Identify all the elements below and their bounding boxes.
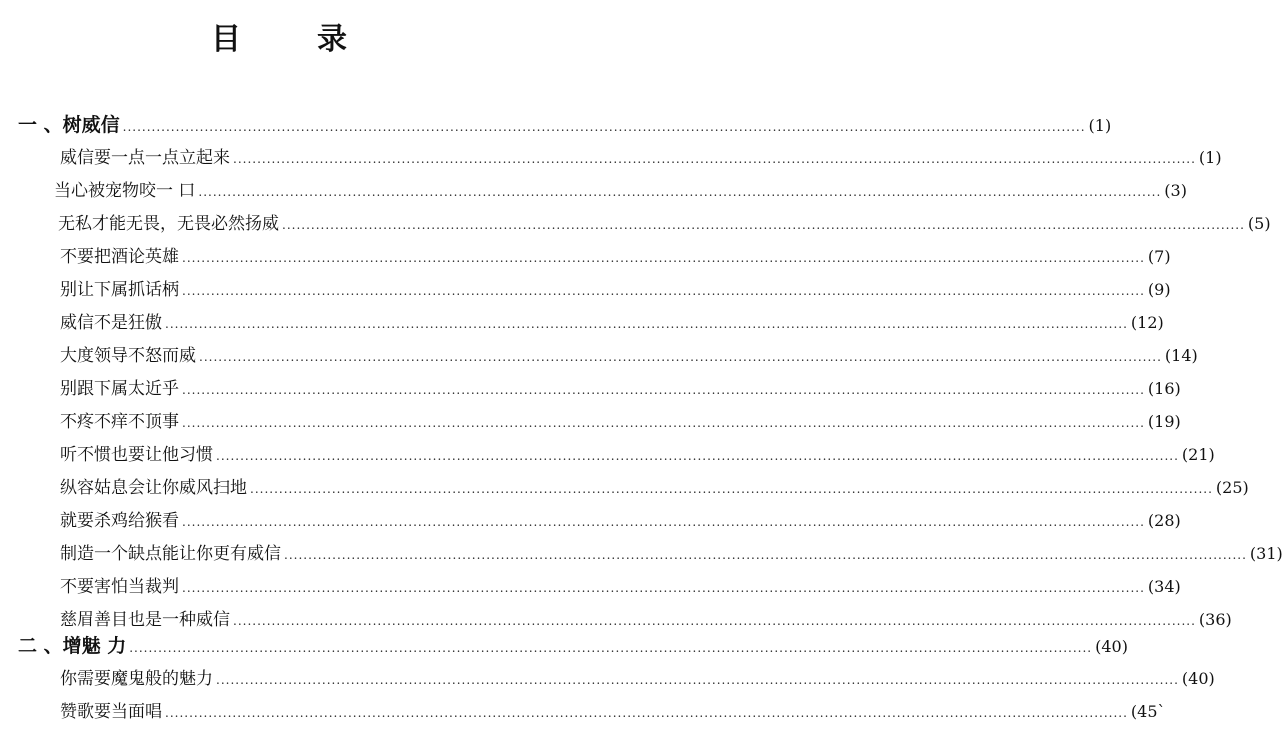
toc-entry[interactable] <box>60 275 1171 305</box>
toc-page-number: (40) <box>1095 637 1128 656</box>
toc-entry-title: 大度领导不怒而威 <box>60 346 196 366</box>
toc-page-number: (31) <box>1249 544 1283 563</box>
leader-dots: ........................................................................................................................................................................................................ <box>182 284 1145 298</box>
toc-page-number: (7) <box>1147 247 1171 266</box>
toc-entry-title: 慈眉善目也是一种威信 <box>60 610 230 630</box>
toc-entry-title: 别跟下属太近乎 <box>60 379 179 399</box>
page-title <box>0 14 560 58</box>
toc-page-number: (36) <box>1198 610 1232 629</box>
leader-dots: ........................................................................................................................................................................................................ <box>216 449 1179 463</box>
toc-entry-title: 威信不是狂傲 <box>60 313 162 333</box>
toc-page-number: (12) <box>1130 313 1164 332</box>
toc-entry-title: 无私才能无畏，无畏必然扬威 <box>58 214 279 234</box>
toc-entry[interactable] <box>60 308 1164 338</box>
toc-page-number: (9) <box>1147 280 1171 299</box>
leader-dots: ........................................................................................................................................................................................................ <box>182 383 1145 397</box>
toc-entry[interactable] <box>60 440 1215 470</box>
toc-entry-title: 不疼不痒不顶事 <box>60 412 179 432</box>
toc-entry[interactable] <box>60 407 1181 437</box>
toc-chapter[interactable] <box>18 110 1112 140</box>
toc-page-number: (19) <box>1147 412 1181 431</box>
toc-page-number: (1) <box>1088 116 1112 135</box>
toc-page-number: (3) <box>1164 181 1187 200</box>
title-char-right: 录 <box>317 22 349 57</box>
leader-dots: ........................................................................................................................................................................................................ <box>182 251 1145 265</box>
leader-dots: ........................................................................................................................................................................................................ <box>216 673 1179 687</box>
leader-dots: ........................................................................................................................................................................................................ <box>182 581 1145 595</box>
leader-dots: ........................................................................................................................................................................................................ <box>165 317 1128 331</box>
toc-entry-title: 二 、增魅 力 <box>18 635 127 657</box>
toc-page-number: (5) <box>1247 214 1271 233</box>
leader-dots: ........................................................................................................................................................................................................ <box>284 548 1247 562</box>
leader-dots: ........................................................................................................................................................................................................ <box>233 614 1196 628</box>
toc-page-number: (45` <box>1130 702 1166 721</box>
toc-entry-title: 不要害怕当裁判 <box>60 577 179 597</box>
leader-dots: ........................................................................................................................................................................................................ <box>198 185 1162 199</box>
toc-page-number: (16) <box>1147 379 1181 398</box>
leader-dots: ........................................................................................................................................................................................................ <box>129 641 1093 655</box>
toc-page-number: (34) <box>1147 577 1181 596</box>
leader-dots: ........................................................................................................................................................................................................ <box>182 416 1145 430</box>
toc-page-number: (25) <box>1215 478 1249 497</box>
leader-dots: ........................................................................................................................................................................................................ <box>282 218 1245 232</box>
leader-dots: ........................................................................................................................................................................................................ <box>199 350 1162 364</box>
toc-page-number: (21) <box>1181 445 1215 464</box>
leader-dots: ........................................................................................................................................................................................................ <box>122 120 1086 134</box>
toc-entry-title: 不要把酒论英雄 <box>60 247 179 267</box>
toc-entry-title: 当心被宠物咬一 口 <box>54 181 196 201</box>
toc-entry[interactable] <box>58 209 1271 239</box>
leader-dots: ........................................................................................................................................................................................................ <box>233 152 1196 166</box>
toc-entry-title: 听不惯也要让他习惯 <box>60 445 213 465</box>
toc-entry[interactable] <box>60 506 1181 536</box>
toc-page-number: (14) <box>1164 346 1198 365</box>
toc-chapter[interactable] <box>18 631 1128 661</box>
toc-page-number: (1) <box>1198 148 1222 167</box>
toc-entry[interactable] <box>60 664 1215 694</box>
leader-dots: ........................................................................................................................................................................................................ <box>165 706 1128 720</box>
toc-entry-title: 制造一个缺点能让你更有威信 <box>60 544 281 564</box>
toc-entry-title: 赞歌要当面唱 <box>60 702 162 722</box>
toc-page-number: (40) <box>1181 669 1215 688</box>
toc-entry[interactable] <box>60 539 1283 569</box>
toc-page-number: (28) <box>1147 511 1181 530</box>
toc-entry[interactable] <box>60 697 1166 727</box>
toc-entry[interactable] <box>60 341 1198 371</box>
toc-entry[interactable] <box>60 242 1171 272</box>
toc-entry[interactable] <box>60 374 1181 404</box>
toc-entry[interactable] <box>60 572 1181 602</box>
toc-entry-title: 别让下属抓话柄 <box>60 280 179 300</box>
toc-entry[interactable] <box>60 473 1249 503</box>
toc-entry-title: 纵容姑息会让你威风扫地 <box>60 478 247 498</box>
toc-entry[interactable] <box>60 143 1222 173</box>
toc-entry-title: 一 、树威信 <box>18 114 120 136</box>
leader-dots: ........................................................................................................................................................................................................ <box>182 515 1145 529</box>
leader-dots: ........................................................................................................................................................................................................ <box>250 482 1213 496</box>
toc-entry[interactable] <box>54 176 1187 206</box>
toc-entry-title: 就要杀鸡给猴看 <box>60 511 179 531</box>
toc-entry-title: 威信要一点一点立起来 <box>60 148 230 168</box>
toc-entry-title: 你需要魔鬼般的魅力 <box>60 669 213 689</box>
title-char-left: 目 <box>211 22 243 57</box>
